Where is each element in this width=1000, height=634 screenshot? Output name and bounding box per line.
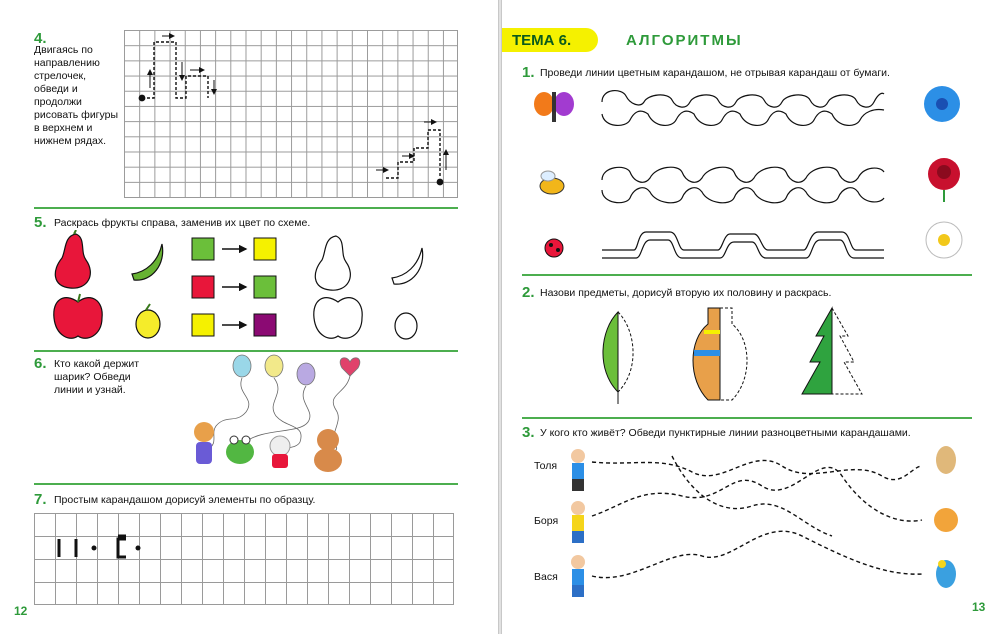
fir-tree-icon xyxy=(802,308,862,394)
bee-icon xyxy=(540,171,564,194)
page-number-left: 12 xyxy=(14,604,28,618)
vase-icon xyxy=(693,308,747,400)
kid-name-borya: Боря xyxy=(534,515,559,527)
separator xyxy=(522,274,972,276)
task-6-text: Кто какой держит шарик? Обведи линии и узнай. xyxy=(54,358,140,396)
task-2-text: Назови предметы, дорисуй вторую их половину и раскрась. xyxy=(540,287,832,299)
dog-icon xyxy=(194,422,214,464)
task-6-number: 6. xyxy=(34,355,47,372)
ladybug-icon xyxy=(545,239,563,257)
apple-yellow-icon xyxy=(136,304,160,338)
parrot-icon xyxy=(936,560,956,588)
task-7-text: Простым карандашом дорисуй элементы по образцу. xyxy=(54,494,316,506)
theme-title: АЛГОРИТМЫ xyxy=(626,32,743,49)
butterfly-icon xyxy=(534,92,574,122)
boy-icon xyxy=(571,449,585,597)
task-4-number: 4. xyxy=(34,30,47,47)
kid-name-vasya: Вася xyxy=(534,571,558,583)
start-dot-bottom xyxy=(437,179,444,186)
banana-green-icon xyxy=(132,244,163,280)
banana-outline-icon xyxy=(392,248,423,284)
separator xyxy=(34,483,458,485)
balloon-icon xyxy=(233,355,360,385)
separator xyxy=(34,350,458,352)
task-7-number: 7. xyxy=(34,491,47,508)
left-page xyxy=(0,0,498,634)
task-1-patterns xyxy=(522,82,980,278)
dog-icon xyxy=(936,446,956,474)
apple-outline-icon xyxy=(314,298,362,339)
separator xyxy=(522,417,972,419)
kid-name-tolya: Толя xyxy=(534,460,558,472)
small-apple-outline-icon xyxy=(395,313,417,339)
task-2-half-objects xyxy=(592,300,892,412)
daisy-icon xyxy=(926,222,962,258)
task-1-number: 1. xyxy=(522,64,535,81)
theme-label: ТЕМА 6. xyxy=(502,28,598,52)
task-6-balloon-maze xyxy=(176,354,402,474)
pear-outline-icon xyxy=(315,236,350,290)
page-number-right: 13 xyxy=(972,600,986,614)
leaf-icon xyxy=(603,312,633,404)
bear-icon xyxy=(314,429,342,472)
task-5-fruits xyxy=(34,230,458,346)
task-4-sample-paths xyxy=(124,30,458,198)
cornflower-icon xyxy=(924,86,960,122)
apple-red-icon xyxy=(54,294,102,338)
task-5-text: Раскрась фрукты справа, заменив их цвет по схеме. xyxy=(54,217,311,229)
rose-icon xyxy=(928,158,960,202)
task-3-text: У кого кто живёт? Обведи пунктирные линии разноцветными карандашами. xyxy=(540,427,911,439)
task-2-number: 2. xyxy=(522,284,535,301)
cat-icon xyxy=(270,436,290,468)
right-page xyxy=(502,0,1000,634)
task-7-sample-elements xyxy=(34,513,454,605)
task-1-text: Проведи линии цветным карандашом, не отрывая карандаш от бумаги. xyxy=(540,67,890,79)
frog-icon xyxy=(226,436,254,464)
separator xyxy=(34,207,458,209)
task-5-number: 5. xyxy=(34,214,47,231)
start-dot-top xyxy=(139,95,146,102)
cat-icon xyxy=(934,508,958,532)
task-3-number: 3. xyxy=(522,424,535,441)
task-3-dashed-maze xyxy=(522,436,980,606)
pear-red-icon xyxy=(55,230,90,288)
task-4-text: Двигаясь по направлению стрелочек, обведи и продолжи рисовать фигуры в верхнем и нижнем рядах. xyxy=(34,44,119,147)
